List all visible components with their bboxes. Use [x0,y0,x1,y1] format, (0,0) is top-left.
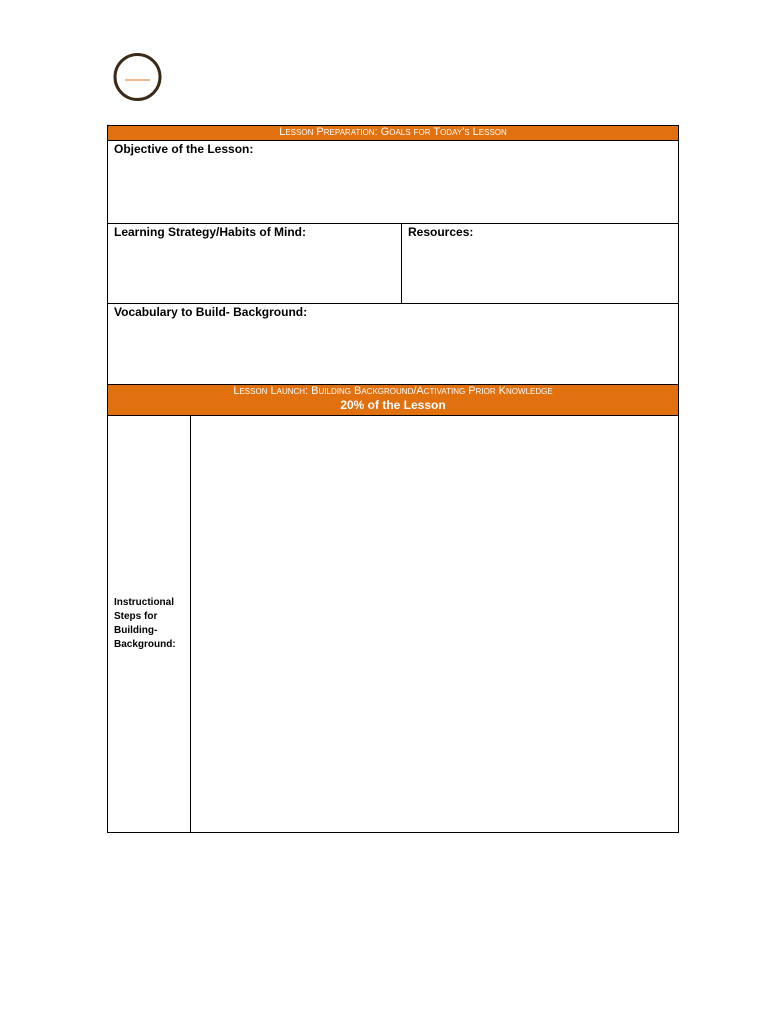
launch-header [108,385,679,416]
logo [111,52,164,102]
objective-field[interactable] [108,141,679,224]
instructional-steps-label: Instructional Steps for Building- Background: [114,597,176,650]
logo-mark [111,52,164,102]
learning-strategy-field[interactable] [108,224,402,304]
instructional-steps-label-cell [108,416,191,833]
preparation-header [108,126,679,141]
vocabulary-field[interactable] [108,304,679,385]
preparation-header-title: Lesson Preparation: Goals for Today's Lesson [279,126,507,138]
vocabulary-label: Vocabulary to Build- Background: [114,305,308,319]
launch-header-title: Lesson Launch: Building Background/Activating Prior Knowledge [233,385,553,397]
learning-strategy-label: Learning Strategy/Habits of Mind: [114,225,307,239]
launch-header-subtitle: 20% of the Lesson [340,398,446,412]
lesson-plan-form [107,125,679,833]
resources-field[interactable] [402,224,679,304]
resources-label: Resources: [408,225,474,239]
instructional-steps-field[interactable] [191,416,679,833]
objective-label: Objective of the Lesson: [114,142,254,156]
